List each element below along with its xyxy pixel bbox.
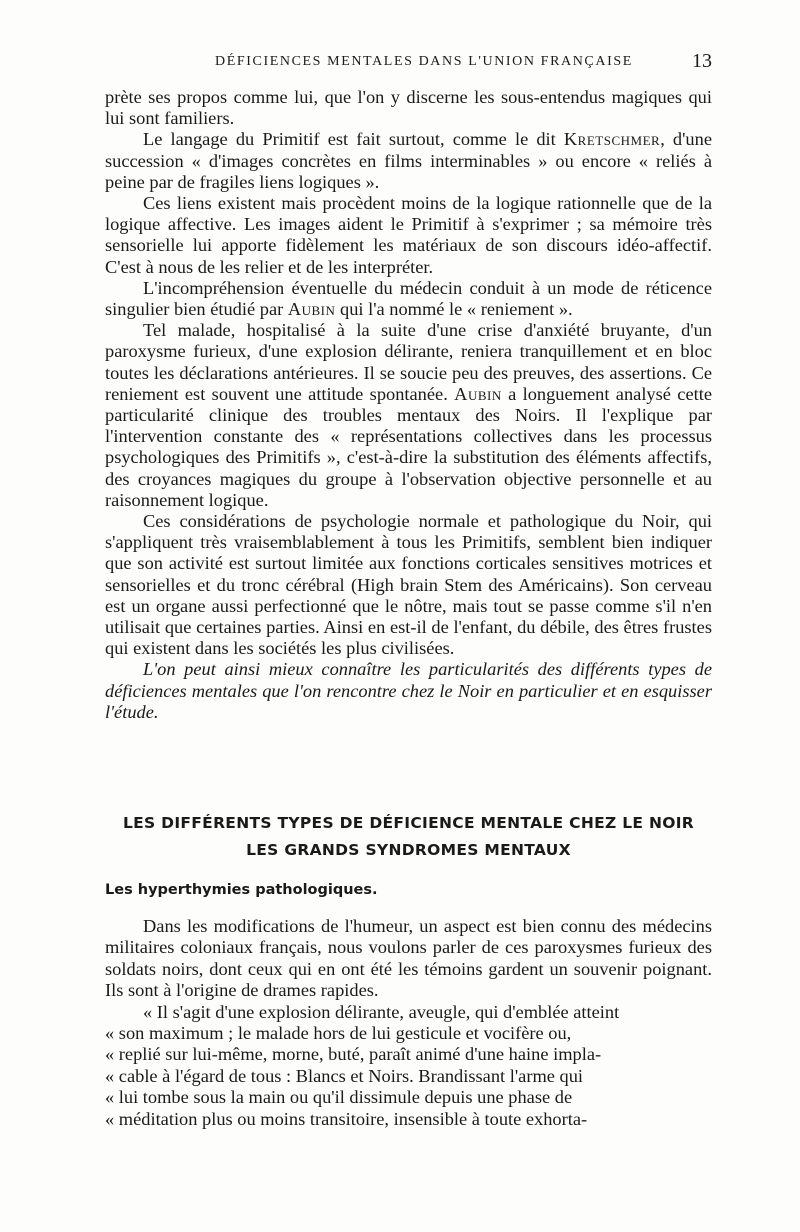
paragraph-1: prète ses propos comme lui, que l'on y discerne les sous-entendus magiques qui lui sont familiers. (105, 87, 712, 129)
body-text-top (105, 87, 712, 723)
paragraph-5-b: a longuement analysé cette particularité clinique des troubles mentaux des Noirs. Il l'explique par l'intervention constante des « représentations collectives dans les processus psychologiques des Primitifs », c'est-à-dire la substitution des éléments affectifs, des croyances magiques du groupe à l'observation objective personnelle et au raisonnement logique. (105, 383, 713, 510)
paragraph-5 (105, 320, 712, 511)
running-header (105, 52, 712, 76)
body-text-bottom (105, 916, 712, 1130)
running-title: DÉFICIENCES MENTALES DANS L'UNION FRANÇAISE (215, 54, 633, 69)
paragraph-4 (105, 278, 712, 320)
quote-line: « son maximum ; le malade hors de lui gesticule et vocifère ou, (105, 1023, 572, 1044)
paragraph-2-a: Le langage du Primitif est fait surtout, comme le dit (143, 129, 564, 150)
paragraph-2-b: , d'une succession « d'images concrètes en films interminables » ou encore « reliés à peine par de fragiles liens logiques ». (105, 129, 712, 192)
author-kretschmer: Kretschmer (563, 129, 661, 150)
quote-line: « lui tombe sous la main ou qu'il dissimule depuis une phase de (105, 1087, 573, 1108)
quote-line: « cable à l'égard de tous : Blancs et Noirs. Brandissant l'arme qui (105, 1065, 584, 1086)
section-heading-line-1: LES DIFFÉRENTS TYPES DE DÉFICIENCE MENTALE CHEZ LE NOIR (122, 814, 695, 832)
quote-block (105, 1002, 712, 1130)
paragraph-2 (105, 129, 712, 193)
paragraph-3: Ces liens existent mais procèdent moins de la logique rationnelle que de la logique affective. Les images aident le Primitif à s'exprimer ; sa mémoire très sensorielle lui apporte fidèlement les matériaux de son discours idéo-affectif. C'est à nous de les relier et de les interpréter. (105, 193, 712, 277)
author-aubin: Aubin (287, 299, 336, 320)
paragraph-5-a: Tel malade, hospitalisé à la suite d'une crise d'anxiété bruyante, d'un paroxysme furieux, d'une explosion délirante, reniera tranquillement et en bloc toutes les déclarations antérieures. Il se soucie peu des preuves, des assertions. Ce reniement est souvent une attitude spontanée. (105, 320, 712, 404)
quote-line: « méditation plus ou moins transitoire, insensible à toute exhorta- (105, 1108, 588, 1129)
page-number: 13 (692, 50, 712, 72)
paragraph-6: Ces considérations de psychologie normale et pathologique du Noir, qui s'appliquent très vraisemblablement à tous les Primitifs, semblent bien indiquer que son activité est surtout limitée aux fonctions corticales sensitives motrices et sensorielles et du tronc cérébral (High brain Stem des Américains). Son cerveau est un organe aussi perfectionné que le nôtre, mais tout se passe comme s'il n'en utilisait que certaines parties. Ainsi en est-il de l'enfant, du débile, des êtres frustes qui existent dans les sociétés les plus civilisées. (105, 511, 712, 659)
section-heading-line-2: LES GRANDS SYNDROMES MENTAUX (246, 841, 571, 859)
paragraph-4-a: L'incompréhension éventuelle du médecin conduit à un mode de réticence singulier bien étudié par (105, 277, 712, 320)
quote-line: « replié sur lui-même, morne, buté, paraît animé d'une haine impla- (105, 1044, 602, 1065)
paragraph-7-italic: L'on peut ainsi mieux connaître les particularités des différents types de déficiences mentales que l'on rencontre chez le Noir en particulier et en esquisser l'étude. (105, 659, 712, 722)
section-heading (105, 810, 712, 864)
subheading: Les hyperthymies pathologiques. (105, 882, 378, 898)
author-aubin-2: Aubin (454, 383, 502, 404)
paragraph-8: Dans les modifications de l'humeur, un aspect est bien connu des médecins militaires coloniaux français, nous voulons parler de ces paroxysmes furieux des soldats noirs, dont ceux qui en ont été les témoins gardent un souvenir poignant. Ils sont à l'origine de drames rapides. (105, 916, 712, 1001)
quote-line: « Il s'agit d'une explosion délirante, aveugle, qui d'emblée atteint (143, 1001, 620, 1022)
paragraph-4-b: qui l'a nommé le « reniement ». (335, 299, 573, 320)
